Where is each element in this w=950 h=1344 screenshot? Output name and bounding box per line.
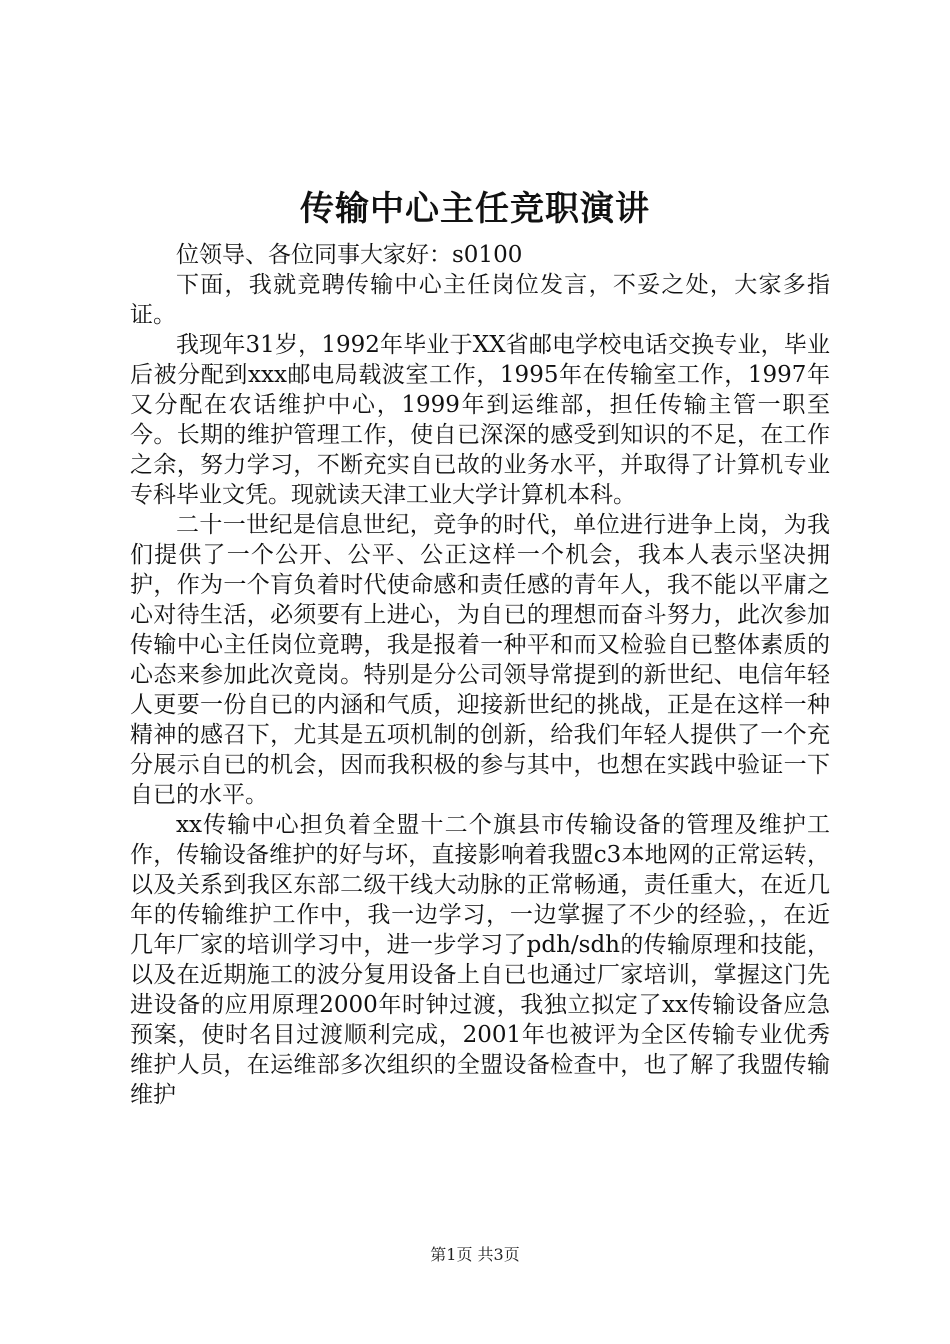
intro-paragraph: 下面，我就竞聘传输中心主任岗位发言，不妥之处，大家多指证。: [130, 272, 830, 328]
document-title: 传输中心主任竞职演讲: [300, 189, 650, 229]
greeting-paragraph: 位领导、各位同事大家好：s0100: [176, 242, 523, 268]
background-paragraph: 我现年31岁，1992年毕业于XX省邮电学校电话交换专业，毕业后被分配到xxx邮电局载波室工作，1995年在传输室工作，1997年又分配在农话维护中心，1999年到运维部，担任传输主管一职至今。长期的维护管理工作，使自已深深的感受到知识的不足，在工作之余，努力学习，不断充实自已故的业务水平，并取得了计算机专业专科毕业文凭。现就读天津工业大学计算机本科。: [130, 332, 830, 508]
experience-paragraph: xx传输中心担负着全盟十二个旗县市传输设备的管理及维护工作，传输设备维护的好与坏，直接影响着我盟c3本地网的正常运转，以及关系到我区东部二级干线大动脉的正常畅通，责任重大，在近几年的传输维护工作中，我一边学习，一边掌握了不少的经验，，在近几年厂家的培训学习中，进一步学习了pdh/sdh的传输原理和技能，以及在近期施工的波分复用设备上自已也通过厂家培训，掌握这门先进设备的应用原理2000年时钟过渡，我独立拟定了xx传输设备应急预案，使时名目过渡顺利完成，2001年也被评为全区传输专业优秀维护人员，在运维部多次组织的全盟设备检查中，也了解了我盟传输维护: [130, 812, 830, 1108]
page-footer: 第1页 共3页: [430, 1245, 520, 1264]
document-body: [130, 240, 830, 1110]
motivation-paragraph: 二十一世纪是信息世纪，竞争的时代，单位进行进争上岗，为我们提供了一个公开、公平、公正这样一个机会，我本人表示坚决拥护，作为一个肓负着时代使命感和责任感的青年人，我不能以平庸之心对待生活，必须要有上进心，为自已的理想而奋斗努力，此次参加传输中心主任岗位竟聘，我是报着一种平和而又检验自已整体素质的心态来参加此次竟岗。特别是分公司领导常提到的新世纪、电信年轻人更要一份自已的内涵和气质，迎接新世纪的挑战，正是在这样一种精神的感召下，尤其是五项机制的创新，给我们年轻人提供了一个充分展示自已的机会，因而我积极的参与其中，也想在实践中验证一下自已的水平。: [130, 512, 830, 808]
